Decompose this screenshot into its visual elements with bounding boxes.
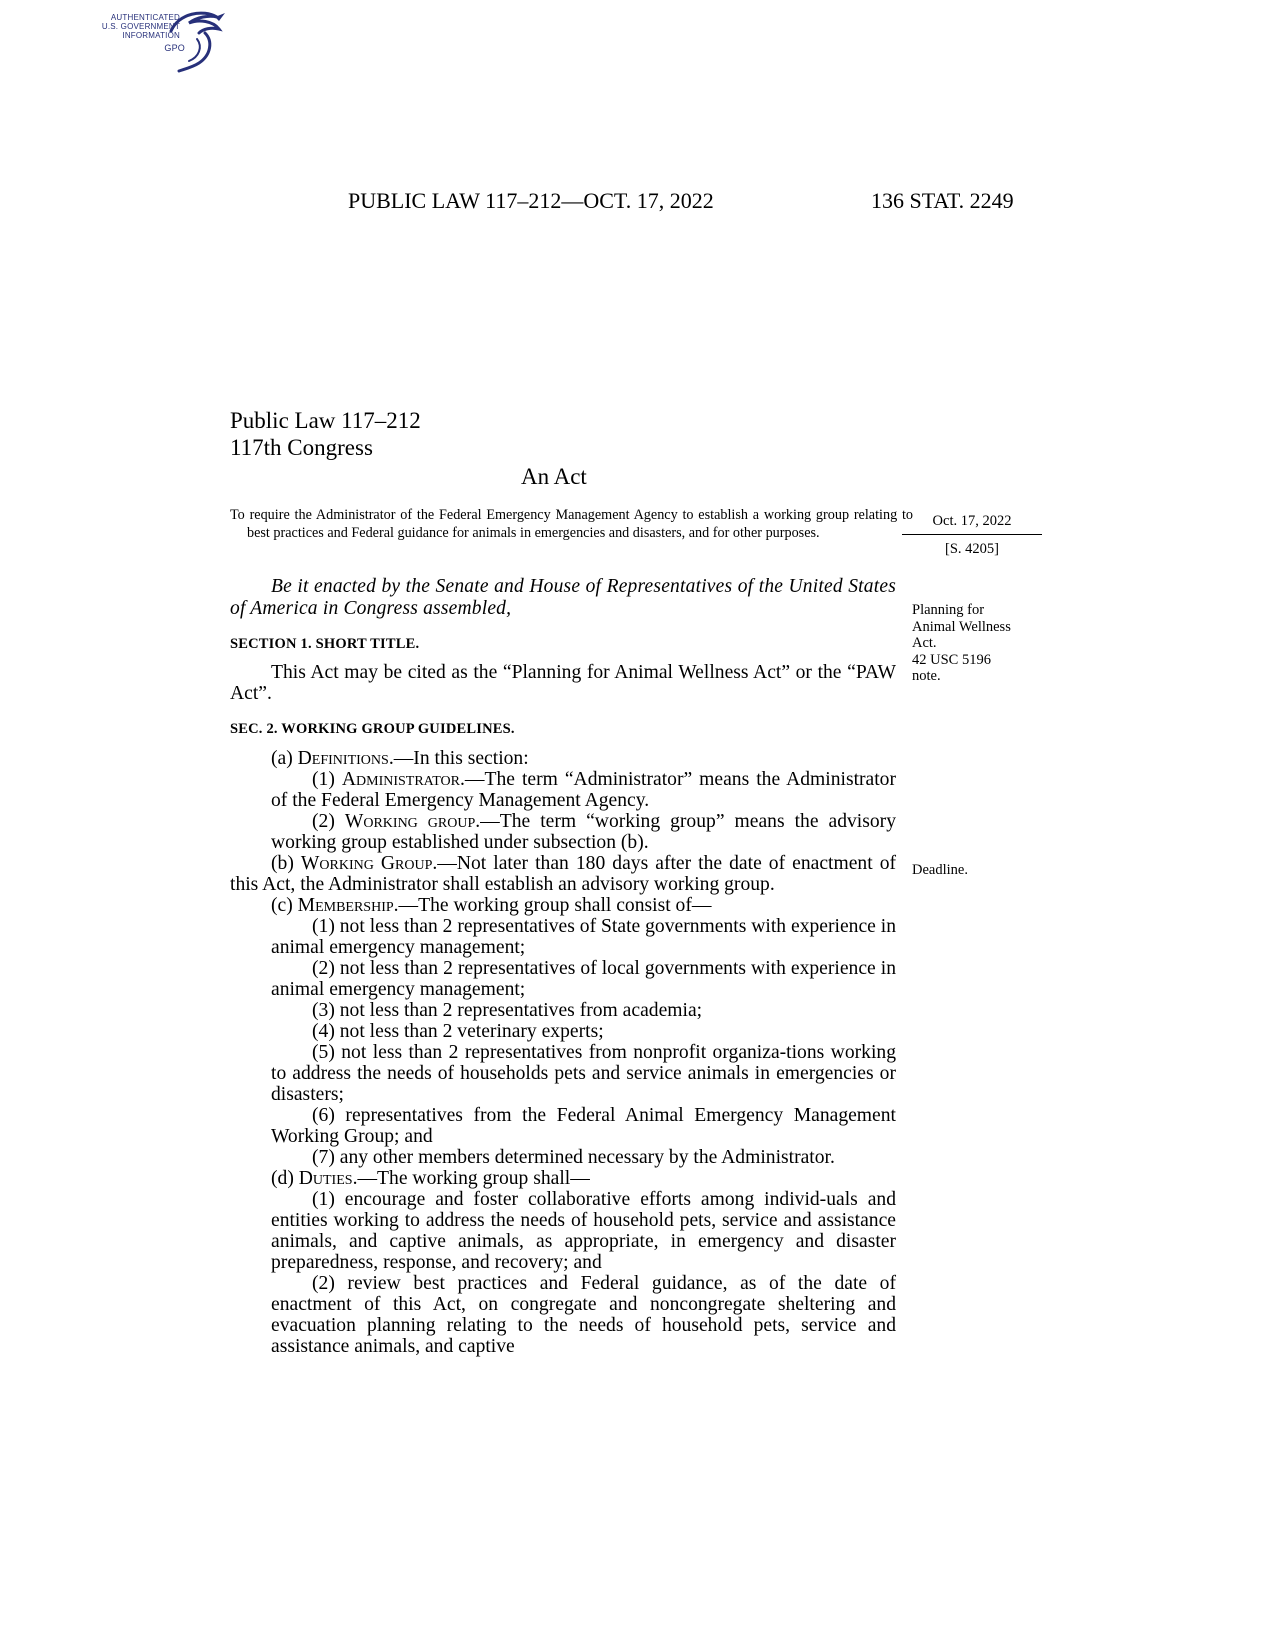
membership-item: (2) not less than 2 representatives of local governments with experience in animal emergency management; [271, 958, 896, 1000]
seal-line-government: U.S. GOVERNMENT [101, 22, 180, 31]
subsection-label: (b) [271, 853, 301, 874]
subsection-text: .—The working group shall consist of— [393, 895, 712, 916]
public-law-number: Public Law 117–212 [230, 408, 421, 433]
paragraph-text: .—The term “working group” means the advisory working group established under subsection (b). [271, 811, 896, 853]
running-head-law-date: PUBLIC LAW 117–212—OCT. 17, 2022 [348, 188, 714, 213]
bill-number: [S. 4205] [945, 541, 999, 557]
congress-number: 117th Congress [230, 435, 373, 460]
margin-note-short-title [912, 602, 1052, 685]
paragraph-title: Working group [344, 811, 476, 832]
subsection-title: Membership [297, 895, 394, 916]
subsection-d-duties [230, 1168, 896, 1189]
subsection-b-working-group [230, 853, 896, 895]
enacting-clause: Be it enacted by the Senate and House of Representatives of the United States of America in Congress assembled, [230, 576, 896, 619]
membership-item: (5) not less than 2 representatives from nonprofit organiza-tions working to address the needs of households pets and service animals in emergencies or disasters; [271, 1042, 896, 1105]
membership-item: (1) not less than 2 representatives of State governments with experience in animal emergency management; [271, 916, 896, 958]
section-1-text: This Act may be cited as the “Planning for Animal Wellness Act” or the “PAW Act”. [230, 662, 896, 704]
section-1-heading: SECTION 1. SHORT TITLE. [230, 636, 420, 652]
enactment-date: Oct. 17, 2022 [902, 513, 1042, 535]
subsection-label: (c) [271, 895, 298, 916]
subsection-a-definitions [230, 748, 896, 769]
membership-item: (6) representatives from the Federal Animal Emergency Management Working Group; and [271, 1105, 896, 1147]
paragraph-label: (2) [312, 811, 345, 832]
membership-item: (7) any other members determined necessary by the Administrator. [312, 1147, 835, 1168]
running-head-statute-page: 136 STAT. 2249 [871, 188, 1014, 213]
duties-item: (1) encourage and foster collaborative efforts among individ-uals and entities working to address the needs of household pets, service and assistance animals, and captive animals, as appropriate, in emergency and disaster preparedness, response, and recovery; and [271, 1189, 896, 1273]
section-2-body [230, 748, 896, 1357]
subsection-text: .—In this section: [388, 748, 529, 769]
paragraph-title: Administrator [341, 769, 460, 790]
membership-item: (3) not less than 2 representatives from academia; [312, 1000, 703, 1021]
seal-line-information: INFORMATION [122, 31, 180, 40]
subsection-text: .—Not later than 180 days after the date of enactment of this Act, the Administrator shall establish an advisory working group. [230, 853, 897, 895]
subsection-title: Working Group [300, 853, 433, 874]
gpo-authentication-seal [95, 8, 230, 74]
margin-note-deadline: Deadline. [912, 862, 968, 878]
subsection-label: (d) [271, 1168, 299, 1189]
paragraph-a1-administrator [230, 769, 896, 811]
subsection-title: Definitions [297, 748, 389, 769]
side-date-block [902, 513, 1042, 558]
paragraph-text: .—The term “Administrator” means the Administrator of the Federal Emergency Management Agency. [271, 769, 897, 811]
gpo-eagle-seal-icon [169, 9, 229, 73]
seal-line-gpo: GPO [164, 43, 185, 53]
margin-note-line: Act. [912, 635, 937, 651]
margin-note-line: note. [912, 668, 941, 684]
paragraph-label: (1) [312, 769, 342, 790]
margin-note-line: Planning for [912, 602, 985, 618]
seal-line-authenticated: AUTHENTICATED [110, 13, 180, 22]
duties-item: (2) review best practices and Federal guidance, as of the date of enactment of this Act, on congregate and noncongregate sheltering and evacuation planning relating to the needs of household pets, service and assistance animals, and captive [271, 1273, 896, 1357]
subsection-text: .—The working group shall— [352, 1168, 590, 1189]
section-2-heading: SEC. 2. WORKING GROUP GUIDELINES. [230, 721, 515, 737]
margin-note-line: Animal Wellness [912, 618, 1011, 635]
subsection-c-membership [230, 895, 896, 916]
margin-note-line: 42 USC 5196 [912, 651, 991, 668]
subsection-label: (a) [271, 748, 298, 769]
paragraph-a2-working-group [230, 811, 896, 853]
act-purpose: To require the Administrator of the Federal Emergency Management Agency to establish a working group relating to best practices and Federal guidance for animals in emergencies and disasters, and for other purposes. [230, 507, 913, 541]
membership-item: (4) not less than 2 veterinary experts; [312, 1021, 604, 1042]
act-heading: An Act [521, 464, 587, 489]
subsection-title: Duties [298, 1168, 353, 1189]
